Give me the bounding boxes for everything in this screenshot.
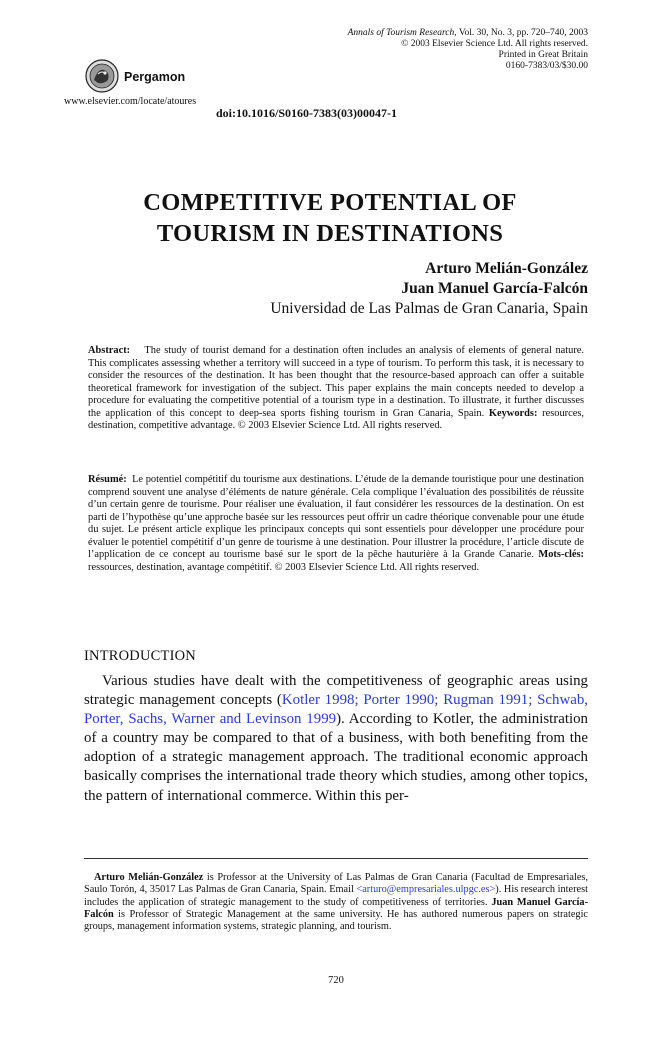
intro-text-after: ). According to Kotler, the administration of a country may be compared to that of a business, with both benefiting from the adoption of a strategic management approach. The traditional economic approach basically comprises the international trade theory which studies, among other topics, the pattern of international commerce. Within this per- — [84, 711, 588, 804]
author-1: Arturo Melián-González — [425, 260, 588, 277]
abstract — [88, 345, 584, 433]
keywords-text: resources, destination, competitive advantage. © 2003 Elsevier Science Ltd. All rights reserved. — [88, 407, 584, 432]
footnote-text-1: is Professor at the University of Las Palmas de Gran Canaria (Facultad de Empresariales, Saulo Torón, 4, 35017 Las Palmas de Gran Canaria, Spain. Email — [84, 872, 588, 896]
keywords-label: Keywords: — [488, 407, 538, 419]
printed-line: Printed in Great Britain — [498, 50, 588, 60]
journal-details: Vol. 30, No. 3, pp. 720–740, 2003 — [456, 28, 588, 38]
footnote-author-1: Arturo Melián-González — [94, 872, 204, 883]
pergamon-logo-icon — [84, 58, 120, 94]
abstract-label: Abstract: — [88, 345, 131, 356]
resume-label: Résumé: — [88, 474, 127, 485]
doi[interactable]: doi:10.1016/S0160-7383(03)00047-1 — [216, 106, 397, 120]
journal-info — [258, 28, 588, 72]
introduction-body — [84, 672, 588, 806]
footnote-text-2: ). His research interest includes the application of strategic management to the study of competitiveness of territories. — [84, 884, 588, 908]
publisher-name: Pergamon — [124, 70, 186, 84]
journal-name: Annals of Tourism Research, — [347, 28, 457, 38]
journal-citation — [258, 28, 588, 39]
footnote-divider — [84, 858, 588, 859]
abstract-text: The study of tourist demand for a destination often includes an analysis of elements of general nature. This complicates assessing whether a territory will succeed in a type of tourism. To perform this task, it is necessary to consider the resources of the destination. It has been thought that the resource-based approach can offer a suitable theoretical framework for investigation of the subject. This paper explains the main concepts needed to develop a procedure for evaluating the competitive potential of a tourism type in a destination. To illustrate, it further discusses the application of this concept to deep-sea sports fishing tourism in Gran Canaria, Spain. — [88, 345, 585, 419]
author-footnote — [84, 872, 588, 933]
footnote-text-3: is Professor of Strategic Management at the same university. He has authored numerous papers on strategic groups, management information systems, strategic planning, and tourism. — [84, 908, 588, 933]
article-title-line-1: COMPETITIVE POTENTIAL OF — [143, 189, 517, 216]
introduction-paragraph — [84, 672, 588, 806]
mots-cles-text: ressources, destination, avantage compétitif. © 2003 Elsevier Science Ltd. All rights reserved. — [88, 561, 480, 573]
page-number: 720 — [328, 975, 344, 986]
resume — [88, 474, 584, 574]
issn-line: 0160-7383/03/$30.00 — [505, 61, 588, 71]
section-heading-introduction: INTRODUCTION — [84, 648, 196, 664]
author-2: Juan Manuel García-Falcón — [401, 280, 588, 297]
email-link[interactable]: <arturo@empresariales.ulpgc.es> — [356, 884, 496, 896]
citation-links[interactable]: Kotler 1998; Porter 1990; Rugman 1991; Schwab, Porter, Sachs, Warner and Levinson 1999 — [84, 692, 588, 728]
footnote-author-2: Juan Manuel García-Falcón — [84, 896, 588, 920]
footnote-paragraph — [84, 872, 588, 933]
article-title-line-2: TOURISM IN DESTINATIONS — [156, 220, 504, 247]
copyright-line: © 2003 Elsevier Science Ltd. All rights reserved. — [401, 39, 588, 49]
affiliation: Universidad de Las Palmas de Gran Canaria, Spain — [270, 300, 588, 317]
resume-text: Le potentiel compétitif du tourisme aux destinations. L’étude de la demande touristique pour une destination comprend souvent une analyse d’éléments de nature générale. Cela complique l’évaluation des possibilités de réussite d’un certain genre de tourisme. Pour réaliser une évaluation, il faut considérer les ressources de la destination. On est parti de l’hypothèse qu’une approche basée sur les ressources peut offrir un cadre théorique convenable pour une étude du sujet. Le présent article explique les principaux concepts qui sont essentiels pour développer une procédure pour évaluer le potentiel compétitif d’un genre de tourisme à une destination. Pour illustrer la procédure, l’article discute de l’application de ce concept au tourisme basé sur le sport de la pêche hauturière à la Grande Canarie. — [88, 474, 584, 561]
mots-cles-label: Mots-clés: — [538, 549, 584, 561]
journal-url[interactable]: www.elsevier.com/locate/atoures — [64, 96, 197, 107]
intro-text-before: Various studies have dealt with the competitiveness of geographic areas using strategic management concepts ( — [84, 673, 588, 709]
